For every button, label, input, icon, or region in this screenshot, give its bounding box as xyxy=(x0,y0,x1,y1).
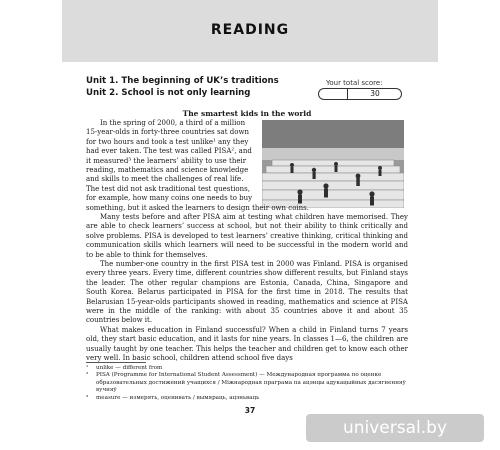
left-line: and skills to meet the challenges of real life. xyxy=(86,175,244,184)
chapter-title: READING xyxy=(210,22,290,38)
page-number: 37 xyxy=(244,406,256,415)
left-line: reading, mathematics and science knowledge xyxy=(86,166,249,175)
left-line: 15-year-olds in forty-three countries sat down xyxy=(86,128,249,137)
unit2-title: Unit 2. School is not only learning xyxy=(86,88,251,98)
footnote-rule xyxy=(86,362,146,363)
footnote-number: ³ xyxy=(86,394,89,401)
footnote-text: PISA (Programme for International Student Assessment) — Международная программа по оценке образовательных достижений учащихся / Міжнародная праграма па ацэнцы адукацыйных дасягненняў вучняў xyxy=(96,372,406,394)
score-box xyxy=(318,88,402,100)
left-line: In the spring of 2000, a third of a million xyxy=(100,119,246,127)
paragraph: The number-one country in the first PISA test in 2000 was Finland. PISA is organised every three years. Every time, different countries show different results, but Finland stays the leader. The other regular champions are Estonia, Canada, China, Singapore and South Korea. Belarus participated in PISA for the first time in 2018. The results that Belarusian 15-year-olds participants showed in reading, mathematics and science at PISA were in the middle of the ranking: with about 35 countries above it and about 35 countries below it. xyxy=(86,260,408,325)
footnote xyxy=(86,395,408,402)
unit-titles xyxy=(86,75,279,99)
footnote xyxy=(86,372,408,394)
footnote-text: measure — измерять, оценивать / вымяраць, ацэньваць xyxy=(96,394,260,401)
footnote-number: ¹ xyxy=(86,365,89,371)
students-stairs-photo xyxy=(262,120,404,208)
score-divider xyxy=(347,89,348,99)
left-line: for two hours and took a test unlike¹ any they xyxy=(86,137,249,146)
left-line: had ever taken. The test was called PISA², and xyxy=(86,147,252,156)
watermark: universal.by xyxy=(306,414,484,442)
left-column-text xyxy=(86,119,309,213)
left-line: it measured³ the learners’ ability to use their xyxy=(86,156,247,165)
paragraph: Many tests before and after PISA aim at testing what children have memorised. They are able to check learners’ success at school, but not their ability to think critically and solve problems. PISA is developed to test learners’ creative thinking, critical thinking and communication skills which learners will need to be successful in the modern world and to be able to think for themselves. xyxy=(86,213,408,259)
score-label: Your total score: xyxy=(326,79,383,87)
left-line: The test did not ask traditional test questions, xyxy=(86,184,250,193)
left-line: for example, how many coins one needs to buy xyxy=(86,194,253,203)
chapter-header xyxy=(62,0,438,62)
body-paragraphs xyxy=(86,213,408,364)
footnote-number: ² xyxy=(86,372,89,379)
left-line: something, but it asked the learners to design their own coins. xyxy=(86,203,309,212)
unit1-title: Unit 1. The beginning of UK’s traditions xyxy=(86,76,279,86)
article-title: The smartest kids in the world xyxy=(182,109,312,118)
footnotes xyxy=(86,362,408,402)
footnote-text: unlike — different from xyxy=(96,365,163,371)
paragraph: What makes education in Finland successful? When a child in Finland turns 7 years old, they start basic education, and it lasts for nine years. In classes 1—6, the children are usually taught by one teacher. This helps the teacher and children get to know each other very well. In basic school, children attend school five days xyxy=(86,325,408,363)
score-value: 30 xyxy=(370,89,380,98)
photo-stairs-icon xyxy=(262,120,404,208)
